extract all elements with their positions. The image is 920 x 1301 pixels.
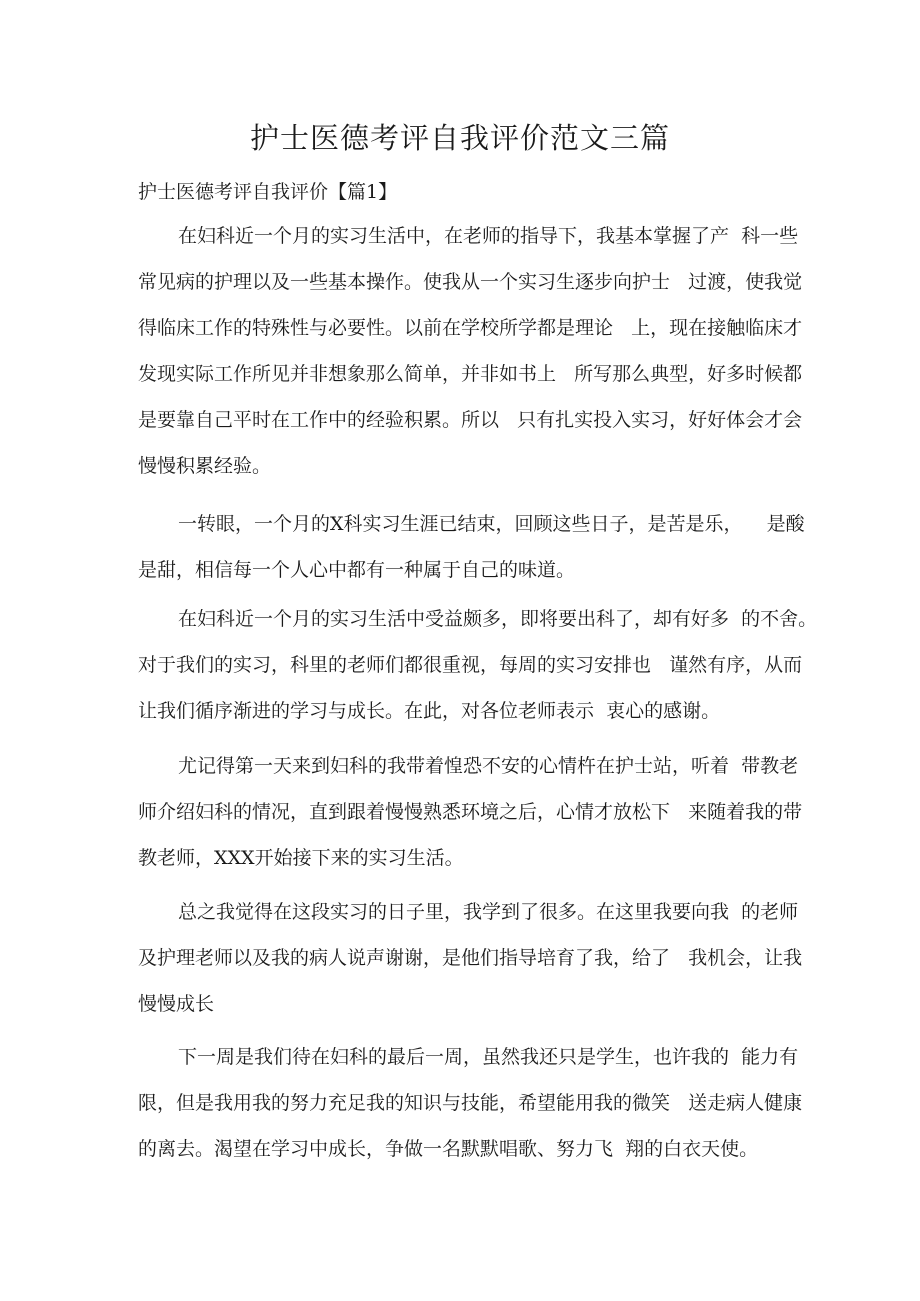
paragraph-6-line-1: 下一周是我们待在妇科的最后一周，虽然我还只是学生，也许我的 能力有 xyxy=(178,1046,799,1068)
paragraph-3-line-1: 在妇科近一个月的实习生活中受益颇多，即将要出科了，却有好多 的不舍。 xyxy=(178,608,818,630)
paragraph-1-line-6: 慢慢积累经验。 xyxy=(138,455,272,477)
paragraph-4-line-1: 尤记得第一天来到妇科的我带着惶恐不安的心情杵在护士站，听着 带教老 xyxy=(178,755,799,777)
paragraph-5-line-2: 及护理老师以及我的病人说声谢谢，是他们指导培育了我，给了 我机会，让我 xyxy=(138,947,803,969)
paragraph-2-line-2: 是甜，相信每一个人心中都有一种属于自己的味道。 xyxy=(138,559,576,581)
document-title: 护士医德考评自我评价范文三篇 xyxy=(249,121,670,155)
paragraph-5-line-1: 总之我觉得在这段实习的日子里，我学到了很多。在这里我要向我 的老师 xyxy=(178,901,799,923)
paragraph-1-line-2: 常见病的护理以及一些基本操作。使我从一个实习生逐步向护士 过渡，使我觉 xyxy=(138,271,803,293)
section-heading: 护士医德考评自我评价【篇1】 xyxy=(138,181,398,203)
paragraph-3-line-2: 对于我们的实习，科里的老师们都很重视，每周的实习安排也 谨然有序，从而 xyxy=(138,654,803,676)
paragraph-3-line-3: 让我们循序渐进的学习与成长。在此，对各位老师表示 衷心的感谢。 xyxy=(138,700,721,722)
paragraph-2-line-1: 一转眼，一个月的X科实习生涯已结束，回顾这些日子，是苦是乐， 是酸 xyxy=(178,513,805,535)
paragraph-5-line-3: 慢慢成长 xyxy=(138,993,215,1015)
paragraph-1-line-5: 是要靠自己平时在工作中的经验积累。所以 只有扎实投入实习，好好体会才会 xyxy=(138,409,803,431)
paragraph-1-line-3: 得临床工作的特殊性与必要性。以前在学校所学都是理论 上，现在接触临床才 xyxy=(138,317,803,339)
paragraph-4-line-3: 教老师，XXX开始接下来的实习生活。 xyxy=(138,847,464,869)
paragraph-6-line-3: 的离去。渴望在学习中成长，争做一名默默唱歌、努力飞 翔的白衣天使。 xyxy=(138,1138,759,1160)
paragraph-6-line-2: 限，但是我用我的努力充足我的知识与技能，希望能用我的微笑 送走病人健康 xyxy=(138,1092,803,1114)
paragraph-1-line-1: 在妇科近一个月的实习生活中，在老师的指导下，我基本掌握了产 科一些 xyxy=(178,225,799,247)
paragraph-4-line-2: 师介绍妇科的情况，直到跟着慢慢熟悉环境之后，心情才放松下 来随着我的带 xyxy=(138,801,803,823)
paragraph-1-line-4: 发现实际工作所见并非想象那么简单，并非如书上 所写那么典型，好多时候都 xyxy=(138,363,803,385)
